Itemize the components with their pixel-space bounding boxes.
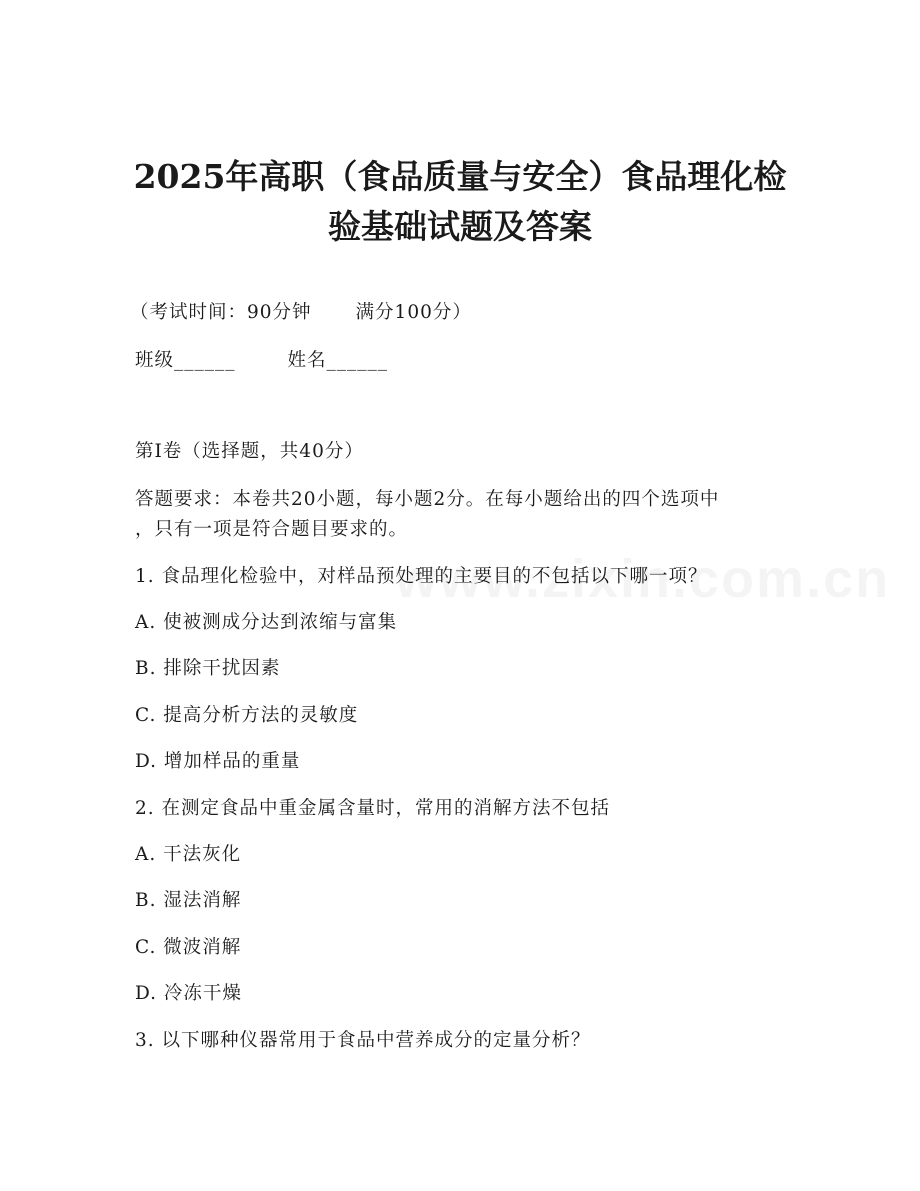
title-line-1: 2025年高职（食品质量与安全）食品理化检 — [133, 157, 787, 196]
question-1-option-c: C. 提高分析方法的灵敏度 — [135, 705, 359, 726]
exam-time: （考试时间：90分钟 — [130, 302, 312, 323]
question-3-stem: 3. 以下哪种仪器常用于食品中营养成分的定量分析？ — [135, 1030, 591, 1051]
question-1-stem: 1. 食品理化检验中，对样品预处理的主要目的不包括以下哪一项？ — [135, 566, 708, 587]
class-field: 班级______ — [135, 350, 236, 371]
name-field: 姓名______ — [287, 350, 389, 371]
question-2-option-b: B. 湿法消解 — [135, 890, 242, 911]
exam-info — [130, 301, 472, 325]
instructions-line-2: ，只有一项是符合题目要求的。 — [135, 519, 409, 540]
question-1-option-d: D. 增加样品的重量 — [135, 751, 301, 772]
section-heading: 第I卷（选择题，共40分） — [135, 441, 364, 462]
question-1-option-a: A. 使被测成分达到浓缩与富集 — [135, 612, 398, 633]
title-line-2: 验基础试题及答案 — [328, 207, 592, 246]
question-2-stem: 2. 在测定食品中重金属含量时，常用的消解方法不包括 — [135, 798, 611, 819]
question-2-option-c: C. 微波消解 — [135, 937, 242, 958]
student-info — [135, 349, 388, 373]
question-1-option-b: B. 排除干扰因素 — [135, 658, 281, 679]
document-title — [0, 152, 920, 252]
exam-score: 满分100分） — [355, 302, 472, 323]
question-2-option-d: D. 冷冻干燥 — [135, 983, 242, 1004]
question-2-option-a: A. 干法灰化 — [135, 844, 242, 865]
instructions-line-1: 答题要求：本卷共20小题，每小题2分。在每小题给出的四个选项中 — [135, 489, 720, 510]
